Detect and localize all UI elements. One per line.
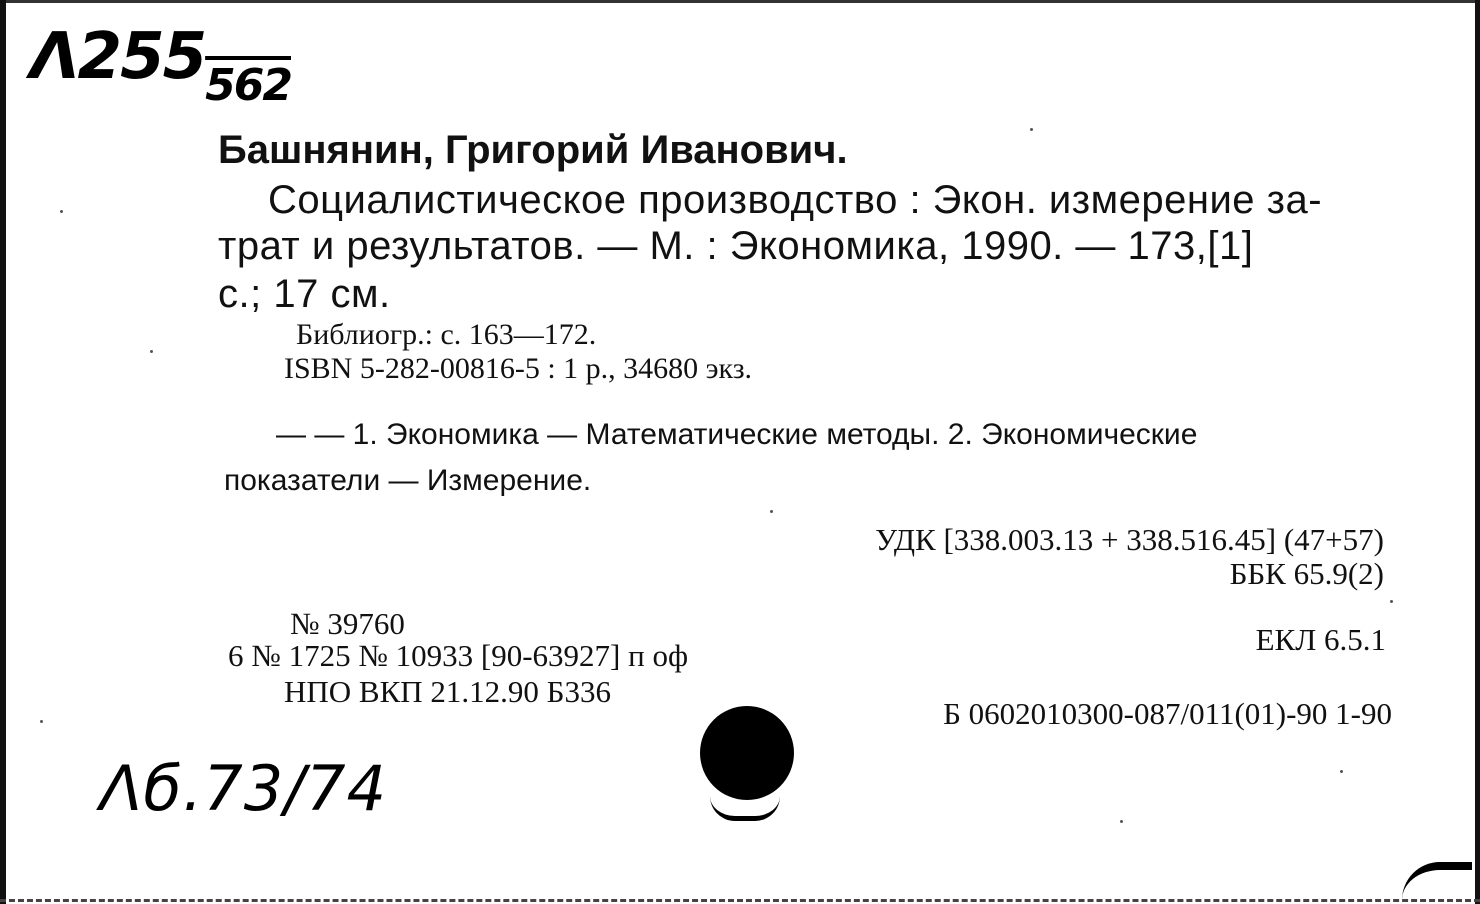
subject-headings-line-2: показатели — Измерение. xyxy=(224,464,592,497)
punch-hole xyxy=(700,706,794,800)
udk-classification: УДК [338.003.13 + 338.516.45] (47+57) xyxy=(875,522,1384,557)
title-line-2: трат и результатов. — М. : Экономика, 1990. — 173,[1] xyxy=(218,224,1254,268)
card-left-edge xyxy=(0,0,6,904)
isbn-line: ISBN 5-282-00816-5 : 1 р., 34680 экз. xyxy=(284,352,753,385)
ink-speck xyxy=(60,210,63,213)
print-numbers: 6 № 1725 № 10933 [90-63927] п оф xyxy=(228,638,689,673)
punch-hole-rim xyxy=(710,796,780,821)
bbk-classification: ББК 65.9(2) xyxy=(1229,556,1384,591)
card-right-edge xyxy=(1475,0,1480,904)
ink-speck xyxy=(1120,820,1123,823)
handwritten-inventory-mark: Λб.73/74 xyxy=(100,752,388,825)
shelf-mark-sub: 562 xyxy=(205,60,291,111)
catalog-code: Б 0602010300-087/011(01)-90 1-90 xyxy=(943,696,1392,731)
card-top-edge xyxy=(0,0,1480,3)
handwritten-shelf-mark xyxy=(30,20,291,111)
ink-speck xyxy=(40,720,43,723)
bibliography-note: Библиогр.: с. 163—172. xyxy=(296,318,597,351)
registration-number: № 39760 xyxy=(290,606,405,641)
ekl-code: ЕКЛ 6.5.1 xyxy=(1255,622,1386,657)
author-name: Башнянин, Григорий Иванович. xyxy=(218,128,848,172)
title-line-1: Социалистическое производство : Экон. измерение за- xyxy=(268,178,1323,222)
ink-speck xyxy=(1030,128,1033,131)
card-bottom-edge xyxy=(0,899,1480,902)
ink-speck xyxy=(1390,600,1393,603)
title-line-3: с.; 17 см. xyxy=(218,272,391,316)
publisher-stamp-line: НПО ВКП 21.12.90 Б336 xyxy=(284,674,611,709)
ink-speck xyxy=(770,510,773,513)
subject-headings-line-1: — — 1. Экономика — Математические методы. 2. Экономические xyxy=(276,418,1198,451)
shelf-mark-main: Λ255 xyxy=(30,20,206,94)
corner-ink-mark xyxy=(1402,862,1472,900)
ink-speck xyxy=(1340,770,1343,773)
ink-speck xyxy=(150,350,153,353)
